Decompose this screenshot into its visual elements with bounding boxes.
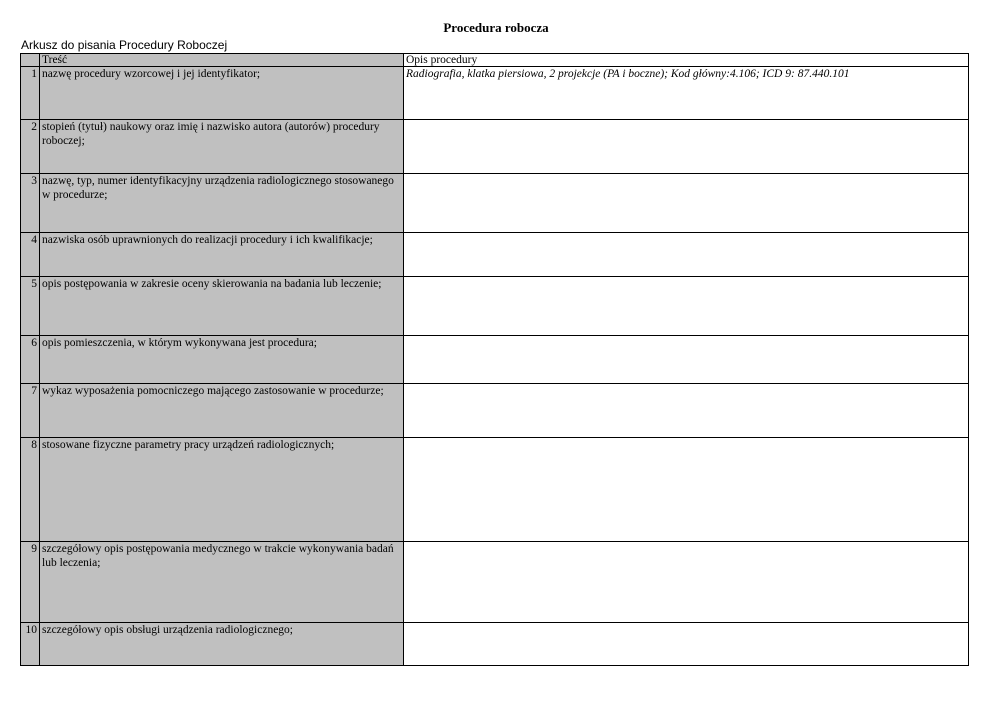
table-row (21, 336, 969, 384)
row-content: szczegółowy opis postępowania medycznego w trakcie wykonywania badań lub leczenia; (40, 542, 404, 623)
procedure-table (20, 53, 969, 666)
row-content: nazwiska osób uprawnionych do realizacji procedury i ich kwalifikacje; (40, 233, 404, 277)
row-content: stopień (tytuł) naukowy oraz imię i nazwisko autora (autorów) procedury roboczej; (40, 120, 404, 174)
header-content-cell: Treść (40, 54, 404, 67)
table-row (21, 174, 969, 233)
row-number: 5 (21, 277, 40, 336)
row-number: 2 (21, 120, 40, 174)
row-number: 3 (21, 174, 40, 233)
row-number: 10 (21, 623, 40, 666)
row-description[interactable] (404, 174, 969, 233)
row-description[interactable] (404, 542, 969, 623)
row-number: 1 (21, 67, 40, 120)
row-description[interactable] (404, 277, 969, 336)
table-row (21, 67, 969, 120)
row-description[interactable] (404, 438, 969, 542)
row-description[interactable] (404, 120, 969, 174)
row-number: 8 (21, 438, 40, 542)
row-description[interactable] (404, 623, 969, 666)
row-content: opis postępowania w zakresie oceny skierowania na badania lub leczenie; (40, 277, 404, 336)
table-header-row (21, 54, 969, 67)
table-row (21, 120, 969, 174)
header-num-cell (21, 54, 40, 67)
table-row (21, 623, 969, 666)
row-content: wykaz wyposażenia pomocniczego mającego zastosowanie w procedurze; (40, 384, 404, 438)
row-number: 6 (21, 336, 40, 384)
row-content: nazwę procedury wzorcowej i jej identyfikator; (40, 67, 404, 120)
row-number: 4 (21, 233, 40, 277)
row-content: nazwę, typ, numer identyfikacyjny urządzenia radiologicznego stosowanego w procedurze; (40, 174, 404, 233)
row-description[interactable] (404, 336, 969, 384)
row-description[interactable] (404, 384, 969, 438)
row-number: 7 (21, 384, 40, 438)
row-description[interactable]: Radiografia, klatka piersiowa, 2 projekcje (PA i boczne); Kod główny:4.106; ICD 9: 87.440.101 (404, 67, 969, 120)
sheet-subtitle: Arkusz do pisania Procedury Roboczej (21, 38, 228, 52)
header-description-cell: Opis procedury (404, 54, 969, 67)
row-content: szczegółowy opis obsługi urządzenia radiologicznego; (40, 623, 404, 666)
table-row (21, 233, 969, 277)
table-row (21, 438, 969, 542)
table-row (21, 384, 969, 438)
document-title: Procedura robocza (443, 20, 549, 35)
row-content: opis pomieszczenia, w którym wykonywana jest procedura; (40, 336, 404, 384)
row-number: 9 (21, 542, 40, 623)
row-description[interactable] (404, 233, 969, 277)
row-content: stosowane fizyczne parametry pracy urządzeń radiologicznych; (40, 438, 404, 542)
table-row (21, 277, 969, 336)
table-row (21, 542, 969, 623)
